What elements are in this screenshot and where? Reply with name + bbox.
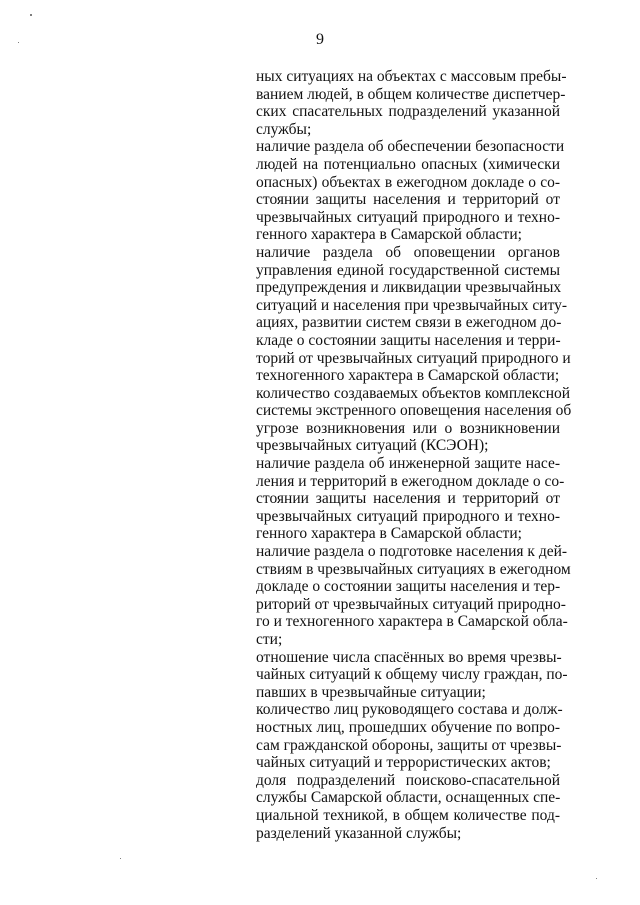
text-line: павших в чрезвычайные ситуации; bbox=[256, 683, 486, 701]
text-line: го и техногенного характера в Самарской обла- bbox=[256, 613, 568, 631]
text-line: генного характера в Самарской области; bbox=[256, 226, 522, 244]
document-body bbox=[256, 68, 572, 842]
paragraph bbox=[256, 648, 568, 702]
text-line: сам гражданской обороны, защиты от чрезвы- bbox=[256, 736, 562, 754]
text-line: сти; bbox=[256, 631, 283, 648]
text-line: стоянии защиты населения и территорий от bbox=[256, 191, 560, 209]
page-number: 9 bbox=[316, 31, 324, 48]
text-line: кладе о состоянии защиты населения и терри- bbox=[256, 331, 561, 349]
text-line: управления единой государственной системы bbox=[256, 261, 560, 279]
scan-speck bbox=[18, 42, 19, 43]
text-line: ления и территорий в ежегодном докладе о со- bbox=[256, 472, 565, 490]
text-line: наличие раздела об обеспечении безопасности bbox=[256, 138, 565, 156]
text-line: людей на потенциально опасных (химически bbox=[256, 155, 560, 173]
text-line: службы Самарской области, оснащенных спе- bbox=[256, 789, 561, 807]
text-line: стоянии защиты населения и территорий от bbox=[256, 490, 560, 508]
text-line: чрезвычайных ситуаций природного и техно- bbox=[256, 208, 560, 226]
text-line: наличие раздела об оповещении органов bbox=[256, 243, 560, 261]
text-line: чайных ситуаций к общему числу граждан, по- bbox=[256, 666, 568, 684]
text-line: торий от чрезвычайных ситуаций природного и bbox=[256, 349, 571, 367]
text-line: чайных ситуаций и террористических актов; bbox=[256, 754, 551, 772]
scan-speck bbox=[30, 14, 32, 16]
text-line: ствиям в чрезвычайных ситуациях в ежегодном bbox=[256, 560, 571, 578]
text-line: ванием людей, в общем количестве диспетчер- bbox=[256, 85, 566, 103]
text-line: разделений указанной службы; bbox=[256, 824, 462, 842]
text-line: угрозе возникновения или о возникновении bbox=[256, 419, 560, 437]
paragraph bbox=[256, 243, 571, 385]
text-line: ностных лиц, прошедших обучение по вопро- bbox=[256, 718, 560, 736]
paragraph bbox=[256, 455, 565, 543]
text-line: генного характера в Самарской области; bbox=[256, 525, 522, 543]
text-line: системы экстренного оповещения населения об bbox=[256, 402, 572, 420]
text-line: службы; bbox=[256, 120, 312, 138]
text-line: отношение числа спасённых во время чрезвы- bbox=[256, 648, 562, 666]
paragraph bbox=[256, 701, 563, 772]
paragraph bbox=[256, 68, 567, 138]
text-line: количество лиц руководящего состава и долж- bbox=[256, 701, 563, 719]
text-line: наличие раздела об инженерной защите насе- bbox=[256, 455, 560, 473]
text-line: чрезвычайных ситуаций природного и техно- bbox=[256, 507, 560, 525]
text-line: ных ситуациях на объектах с массовым пребы- bbox=[256, 68, 567, 85]
text-line: докладе о состоянии защиты населения и тер- bbox=[256, 578, 561, 596]
scan-speck bbox=[596, 878, 597, 879]
paragraph bbox=[256, 138, 565, 244]
text-line: техногенного характера в Самарской области; bbox=[256, 367, 560, 385]
text-line: циальной техникой, в общем количестве под- bbox=[256, 806, 560, 824]
text-line: предупреждения и ликвидации чрезвычайных bbox=[256, 279, 562, 297]
text-line: количество создаваемых объектов комплексной bbox=[256, 384, 571, 402]
text-line: чрезвычайных ситуаций (КСЭОН); bbox=[256, 437, 489, 455]
paragraph bbox=[256, 772, 560, 842]
paragraph bbox=[256, 543, 571, 649]
text-line: ситуаций и населения при чрезвычайных ситу- bbox=[256, 296, 568, 314]
text-line: опасных) объектах в ежегодном докладе о со- bbox=[256, 173, 560, 191]
text-line: доля подразделений поисково-спасательной bbox=[256, 771, 560, 789]
scan-speck bbox=[120, 858, 121, 859]
text-line: наличие раздела о подготовке населения к дей- bbox=[256, 543, 568, 561]
text-line: ских спасательных подразделений указанной bbox=[256, 103, 560, 121]
text-line: риторий от чрезвычайных ситуаций природно- bbox=[256, 595, 566, 613]
text-line: ациях, развитии систем связи в ежегодном до- bbox=[256, 314, 562, 332]
paragraph bbox=[256, 384, 572, 455]
